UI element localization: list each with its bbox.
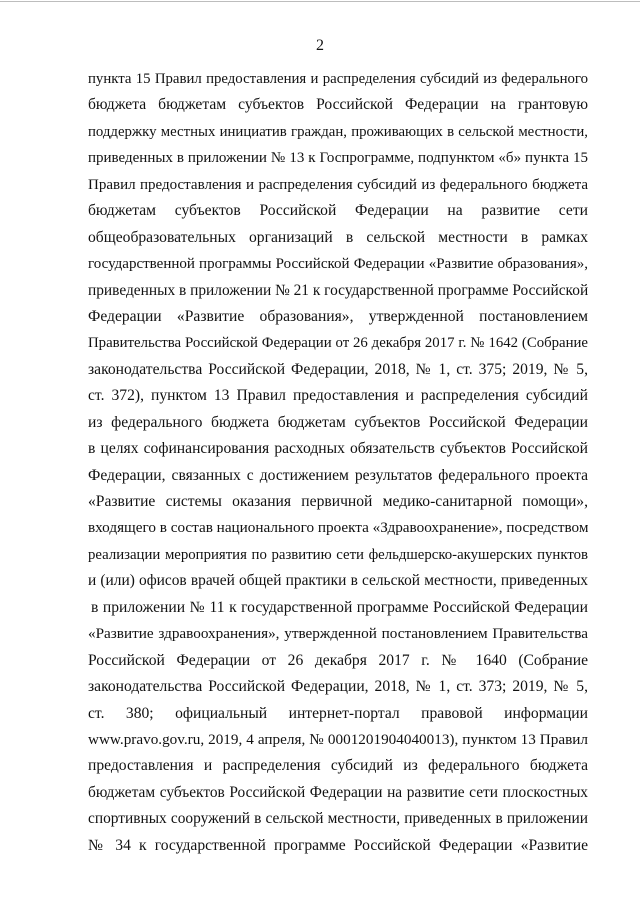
text-line-2: бюджета бюджетам субъектов Российской Федерации на грантовую	[88, 96, 588, 114]
text-line-29: спортивных сооружений в сельской местности, приведенных в приложении	[88, 810, 588, 828]
text-line-17: «Развитие системы оказания первичной медико-санитарной помощи»,	[88, 493, 588, 510]
text-line-28: бюджетам субъектов Российской Федерации на развитие сети плоскостных	[88, 783, 588, 801]
text-line-27: предоставления и распределения субсидий из федерального бюджета	[88, 757, 588, 775]
text-line-19: реализации мероприятия по развитию сети фельдшерско-акушерских пунктов	[88, 546, 588, 563]
text-line-1: пункта 15 Правил предоставления и распределения субсидий из федерального	[88, 71, 588, 87]
text-line-26: www.pravo.gov.ru, 2019, 4 апреля, № 0001201904040013), пунктом 13 Правил	[88, 730, 588, 748]
text-line-13: ст. 372), пунктом 13 Правил предоставления и распределения субсидий	[88, 387, 588, 405]
text-line-20: и (или) офисов врачей общей практики в сельской местности, приведенных	[88, 572, 588, 590]
text-line-24: законодательства Российской Федерации, 2018, № 1, ст. 373; 2019, № 5,	[88, 678, 588, 696]
text-line-12: законодательства Российской Федерации, 2018, № 1, ст. 375; 2019, № 5,	[88, 360, 588, 378]
text-line-7: общеобразовательных организаций в сельской местности в рамках	[88, 228, 588, 246]
text-line-18: входящего в состав национального проекта «Здравоохранение», посредством	[88, 519, 588, 537]
text-line-10: Федерации «Развитие образования», утвержденной постановлением	[88, 307, 588, 325]
text-line-5: Правил предоставления и распределения субсидий из федерального бюджета	[88, 176, 588, 193]
text-line-3: поддержку местных инициатив граждан, проживающих в сельской местности,	[88, 123, 588, 140]
text-line-4: приведенных в приложении № 13 к Госпрограмме, подпунктом «б» пункта 15	[88, 150, 588, 167]
text-line-21: в приложении № 11 к государственной программе Российской Федерации	[91, 598, 588, 616]
text-line-6: бюджетам субъектов Российской Федерации на развитие сети	[88, 202, 588, 220]
text-line-16: Федерации, связанных с достижением результатов федерального проекта	[88, 466, 588, 484]
text-line-15: в целях софинансирования расходных обязательств субъектов Российской	[88, 440, 588, 458]
top-edge-rule	[0, 1, 640, 2]
text-line-8: государственной программы Российской Федерации «Развитие образования»,	[88, 256, 588, 273]
text-line-11: Правительства Российской Федерации от 26 декабря 2017 г. № 1642 (Собрание	[88, 335, 588, 352]
text-line-22: «Развитие здравоохранения», утвержденной постановлением Правительства	[88, 625, 588, 643]
page-number: 2	[316, 37, 324, 54]
text-line-23: Российской Федерации от 26 декабря 2017 г. № 1640 (Собрание	[88, 651, 588, 669]
text-line-25: ст. 380; официальный интернет-портал правовой информации	[88, 704, 588, 722]
body-text	[88, 66, 588, 859]
text-line-9: приведенных в приложении № 21 к государственной программе Российской	[88, 281, 588, 299]
text-line-30: № 34 к государственной программе Российской Федерации «Развитие	[88, 836, 588, 854]
text-line-14: из федерального бюджета бюджетам субъектов Российской Федерации	[88, 413, 588, 431]
